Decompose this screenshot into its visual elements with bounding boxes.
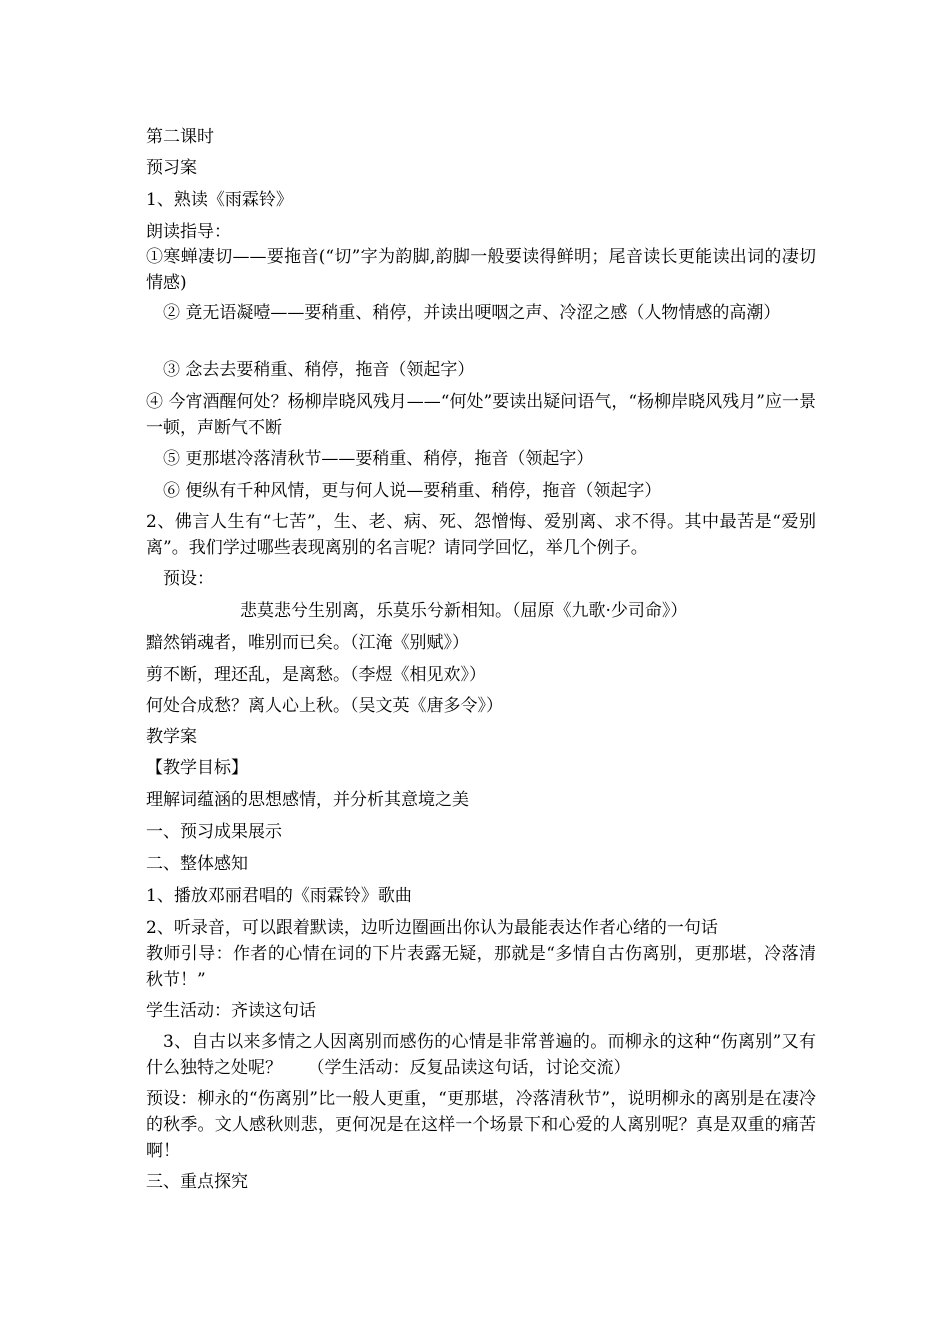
preview-heading: 预习案 [146, 158, 197, 178]
guide-item-5: ⑤ 更那堪冷落清秋节——要稍重、稍停，拖音（领起字） [163, 449, 594, 469]
objective-text: 理解词蕴涵的思想感情，并分析其意境之美 [146, 790, 469, 810]
preset-label: 预设： [163, 569, 214, 589]
lesson-title: 第二课时 [146, 127, 214, 147]
guide-item-2: ② 竟无语凝噎——要稍重、稍停，并读出哽咽之声、冷涩之感（人物情感的高潮） [163, 303, 781, 323]
teacher-guide: 教师引导：作者的心情在词的下片表露无疑，那就是“多情自古伤离别，更那堪，冷落清秋节！” [146, 944, 816, 990]
item-1: 1、熟读《雨霖铃》 [146, 190, 293, 210]
step-3: 3、自古以来多情之人因离别而感伤的心情是非常普遍的。而柳永的这种“伤离别”又有什么独特之处呢？ （学生活动：反复品读这句话，讨论交流） [146, 1032, 816, 1078]
quote-1: 悲莫悲兮生别离，乐莫乐兮新相知。（屈原《九歌·少司命》） [240, 601, 688, 621]
student-activity: 学生活动：齐读这句话 [146, 1001, 316, 1021]
section-1-heading: 一、预习成果展示 [146, 822, 282, 842]
objective-heading: 【教学目标】 [146, 758, 248, 778]
section-2-heading: 二、整体感知 [146, 854, 248, 874]
reading-guide-label: 朗读指导： [146, 222, 231, 242]
step-1: 1、播放邓丽君唱的《雨霖铃》歌曲 [146, 886, 412, 906]
section-3-heading: 三、重点探究 [146, 1172, 248, 1192]
teaching-heading: 教学案 [146, 727, 197, 747]
preset-answer: 预设：柳永的“伤离别”比一般人更重，“更那堪，冷落清秋节”，说明柳永的离别是在凄冷的秋季。文人感秋则悲，更何况是在这样一个场景下和心爱的人离别呢？真是双重的痛苦啊！ [146, 1089, 816, 1161]
step-2: 2、听录音，可以跟着默读，边听边圈画出你认为最能表达作者心绪的一句话 [146, 918, 718, 938]
quote-2: 黯然销魂者，唯别而已矣。（江淹《别赋》） [146, 633, 469, 653]
quote-4: 何处合成愁？离人心上秋。（吴文英《唐多令》） [146, 696, 503, 716]
item-2: 2、佛言人生有“七苦”，生、老、病、死、怨憎悔、爱别离、求不得。其中最苦是“爱别离”。我们学过哪些表现离别的名言呢？请同学回忆，举几个例子。 [146, 512, 816, 558]
quote-3: 剪不断，理还乱，是离愁。（李煜《相见欢》） [146, 665, 486, 685]
guide-item-3: ③ 念去去要稍重、稍停，拖音（领起字） [163, 360, 475, 380]
guide-item-4: ④ 今宵酒醒何处？杨柳岸晓风残月——“何处”要读出疑问语气，“杨柳岸晓风残月”应一景一顿，声断气不断 [146, 392, 816, 438]
guide-item-1: ①寒蝉凄切——要拖音(“切”字为韵脚,韵脚一般要读得鲜明；尾音读长更能读出词的凄切情感) [146, 247, 816, 293]
guide-item-6: ⑥ 便纵有千种风情，更与何人说—要稍重、稍停，拖音（领起字） [163, 481, 662, 501]
